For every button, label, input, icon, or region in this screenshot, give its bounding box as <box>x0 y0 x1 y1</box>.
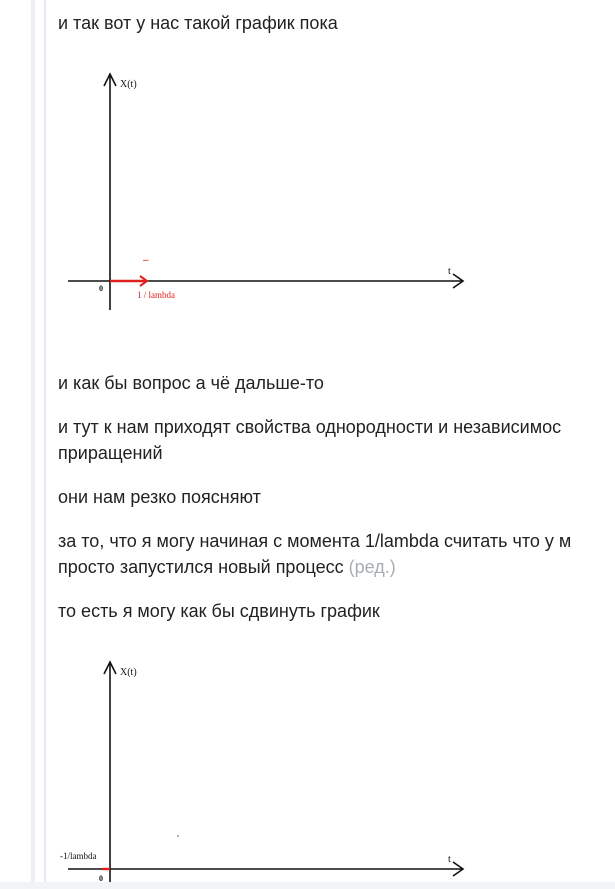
graph-1-svg <box>58 60 478 320</box>
stray-dot <box>177 835 179 837</box>
x-axis-label: t <box>448 266 451 277</box>
message-6 <box>58 598 380 624</box>
message-4 <box>58 484 261 510</box>
message-text: они нам резко поясняют <box>58 487 261 507</box>
message-text: то есть я могу как бы сдвинуть график <box>58 601 380 621</box>
marker-label: 1 / lambda <box>137 290 175 300</box>
message-2 <box>58 370 324 396</box>
bottom-edge-bar <box>0 882 615 889</box>
graph-2-svg <box>58 650 478 882</box>
message-5 <box>58 528 571 580</box>
thread-gutter-line <box>31 0 35 889</box>
message-text-line-2: просто запустился новый процесс <box>58 557 344 577</box>
red-dash-mark: – <box>143 254 149 266</box>
origin-label: 0 <box>99 284 103 293</box>
graph-image-2[interactable] <box>58 650 478 882</box>
message-text-line-1: за то, что я могу начиная с момента 1/lambda считать что у м <box>58 531 572 551</box>
message-text: и как бы вопрос а чё дальше-то <box>58 373 324 393</box>
message-text: и так вот у нас такой график пока <box>58 13 338 33</box>
graph-image-1[interactable] <box>58 60 478 320</box>
thread-gutter-line-inner <box>44 0 46 889</box>
edited-marker[interactable]: (ред.) <box>348 557 396 577</box>
message-text-line-1: и тут к нам приходят свойства однородности и независимос <box>58 417 562 437</box>
origin-label: 0 <box>99 874 103 882</box>
message-3 <box>58 414 561 466</box>
message-text-line-2: приращений <box>58 443 163 463</box>
y-axis-label: X(t) <box>120 79 137 90</box>
y-axis-label: X(t) <box>120 667 137 678</box>
x-axis-label: t <box>448 854 451 865</box>
neg-lambda-label: -1/lambda <box>60 851 97 861</box>
message-1 <box>58 10 338 36</box>
